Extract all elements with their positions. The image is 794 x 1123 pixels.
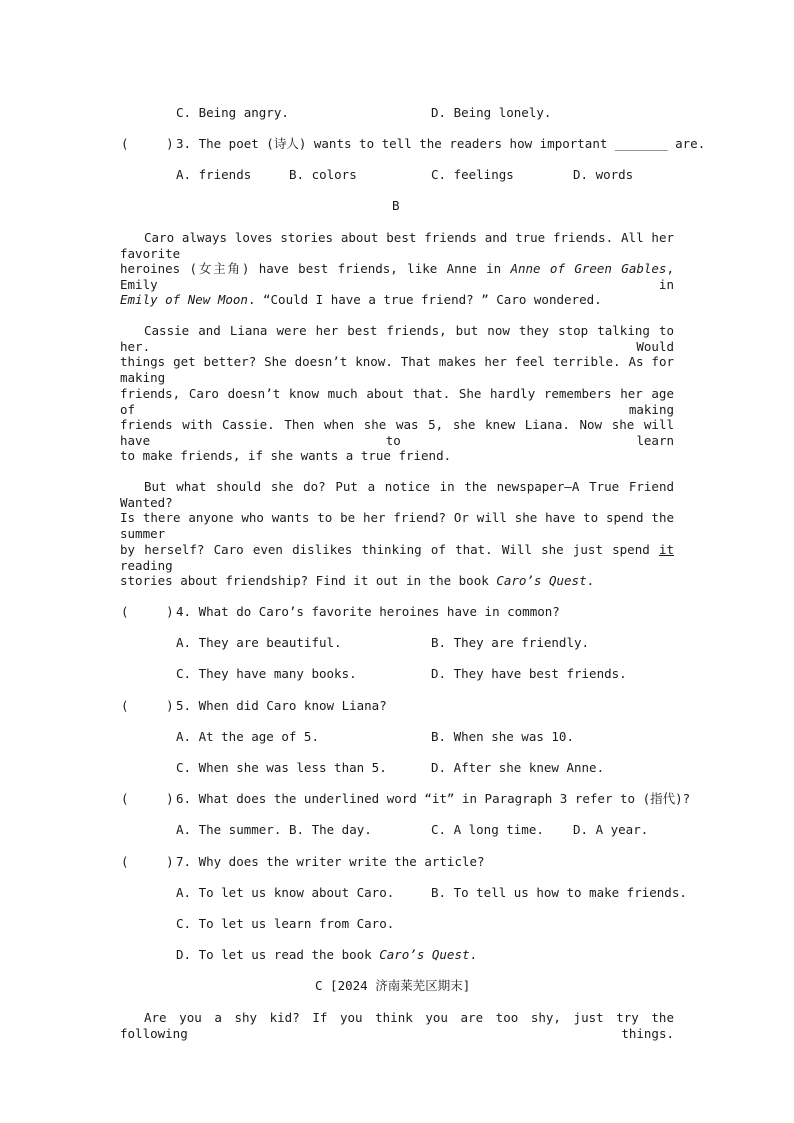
q5-option-b: B. When she was 10.: [431, 729, 574, 744]
q3-answer-blank[interactable]: ( ): [121, 136, 174, 151]
q3-option-b: B. colors: [289, 167, 357, 182]
q5-stem: 5. When did Caro know Liana?: [176, 698, 387, 713]
q4-option-a: A. They are beautiful.: [176, 635, 342, 650]
p3-l3a: by herself? Caro even dislikes thinking of that. Will she just spend: [120, 542, 659, 557]
q6-option-d: D. A year.: [573, 822, 649, 837]
passage-b-p3-line2: Is there anyone who wants to be her friend? Or will she have to spend the summer: [120, 510, 674, 541]
passage-c-line1: [120, 1010, 674, 1042]
p3-l4c: .: [586, 573, 595, 588]
q3-option-c: C. feelings: [431, 167, 514, 182]
passage-b-p1-line3: [120, 292, 602, 308]
q6-option-c: C. A long time.: [431, 822, 544, 837]
q4-answer-blank[interactable]: ( ): [121, 604, 174, 619]
p3-l4a: stories about friendship? Find it out in the book: [120, 573, 497, 588]
q7-option-c: C. To let us learn from Caro.: [176, 916, 395, 931]
passage-b-p3-line4: [120, 573, 594, 589]
p3-l1-text: But what should she do? Put a notice in the newspaper—A True Friend Wanted?: [120, 479, 674, 510]
q6-option-b: B. The day.: [289, 822, 372, 837]
q6-stem: 6. What does the underlined word “it” in Paragraph 3 refer to (指代)?: [176, 791, 691, 806]
q6-answer-blank[interactable]: ( ): [121, 791, 174, 806]
section-b-title: B: [392, 198, 400, 213]
q7-option-a: A. To let us know about Caro.: [176, 885, 395, 900]
p2-l1-text: Cassie and Liana were her best friends, but now they stop talking to her. Would: [120, 323, 674, 354]
q5-option-d: D. After she knew Anne.: [431, 760, 605, 775]
passage-b-p2-line3: friends, Caro doesn’t know much about that. She hardly remembers her age of making: [120, 386, 674, 417]
passage-b-p2-line5: to make friends, if she wants a true friend.: [120, 448, 452, 463]
passage-b-p3-line1: [120, 479, 674, 511]
section-c-title: C [2024 济南莱芜区期末]: [315, 978, 471, 993]
q3-stem: 3. The poet (诗人) wants to tell the readers how important _______ are.: [176, 136, 706, 151]
passage-b-p2-line1: [120, 323, 674, 355]
q7-d-book-title: Caro’s Quest: [379, 947, 470, 962]
q3-option-a: A. friends: [176, 167, 252, 182]
q4-option-c: C. They have many books.: [176, 666, 357, 681]
option-c-top: C. Being angry.: [176, 105, 289, 120]
book-title-caro: Caro’s Quest: [496, 573, 587, 588]
option-d-top: D. Being lonely.: [431, 105, 552, 120]
p1-l1-text: Caro always loves stories about best friends and true friends. All her favorite: [120, 230, 674, 261]
passage-b-p2-line2: things get better? She doesn’t know. That makes her feel terrible. As for making: [120, 354, 674, 385]
q3-option-d: D. words: [573, 167, 634, 182]
passage-b-p3-line3: [120, 542, 674, 574]
q7-option-b: B. To tell us how to make friends.: [431, 885, 687, 900]
q7-stem: 7. Why does the writer write the article?: [176, 854, 485, 869]
p1-l3b: . “Could I have a true friend? ” Caro wondered.: [247, 292, 602, 307]
p1-l2a: heroines (女主角) have best friends, like Anne in: [120, 261, 511, 276]
q7-d-post: .: [469, 947, 478, 962]
c-l1-text: Are you a shy kid? If you think you are too shy, just try the following things.: [120, 1010, 674, 1041]
p3-l3c: reading: [120, 558, 173, 573]
q7-d-pre: D. To let us read the book: [176, 947, 380, 962]
passage-b-p2-line4: friends with Cassie. Then when she was 5, she knew Liana. Now she will have to learn: [120, 417, 674, 448]
q5-option-c: C. When she was less than 5.: [176, 760, 387, 775]
q5-option-a: A. At the age of 5.: [176, 729, 319, 744]
underlined-word-it: it: [658, 542, 674, 557]
q4-stem: 4. What do Caro’s favorite heroines have in common?: [176, 604, 560, 619]
q4-option-d: D. They have best friends.: [431, 666, 627, 681]
p1-l2c: , Emily in: [120, 261, 674, 292]
q7-answer-blank[interactable]: ( ): [121, 854, 174, 869]
passage-b-p1-line1: [120, 230, 674, 262]
q5-answer-blank[interactable]: ( ): [121, 698, 174, 713]
passage-b-p1-line2: [120, 261, 674, 293]
q4-option-b: B. They are friendly.: [431, 635, 590, 650]
q6-option-a: A. The summer.: [176, 822, 282, 837]
book-title-emily: Emily of New Moon: [120, 292, 248, 307]
book-title-anne: Anne of Green Gables: [510, 261, 667, 276]
q7-option-d: [176, 947, 477, 963]
